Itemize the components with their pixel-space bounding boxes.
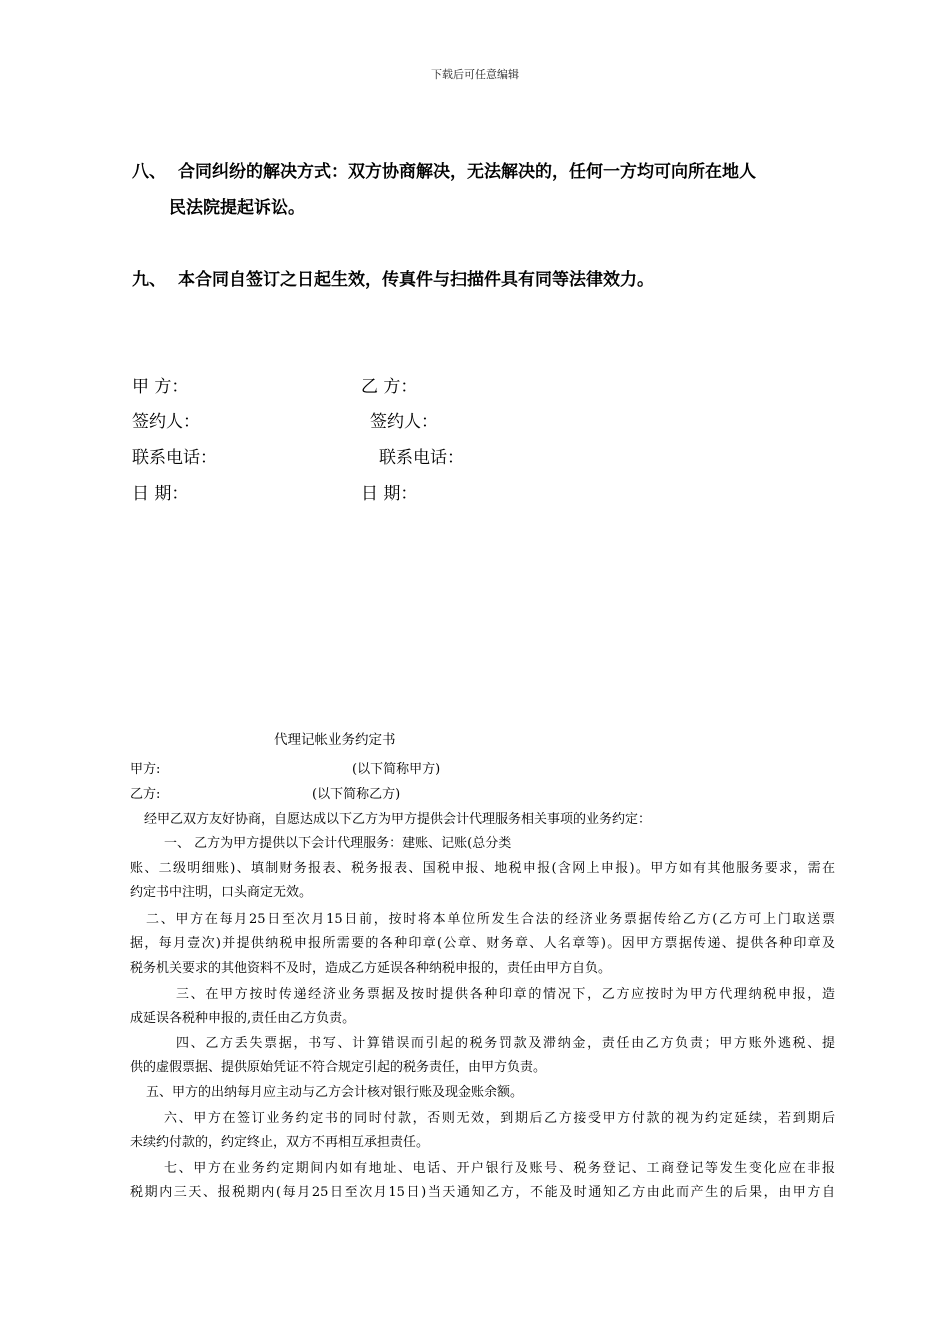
clause-text: 本合同自签订之日起生效，传真件与扫描件具有同等法律效力。 [178,270,654,290]
signature-row-phone [132,443,732,473]
party-a-label: 甲方: [130,762,161,777]
clause-1-line: 约定书中注明，口头商定无效。 [130,885,313,900]
clause-8 [132,154,837,226]
clause-5-line: 五、甲方的出纳每月应主动与乙方会计核对银行账及现金账余额。 [146,1085,524,1100]
clause-2-line: 二、甲方在每月25日至次月15日前，按时将本单位所发生合法的经济业务票据传给乙方(乙方可上门取送票 [146,912,835,927]
clause-3-line: 三、在甲方按时传递经济业务票据及按时提供各种印章的情况下，乙方应按时为甲方代理纳税申报，造 [176,987,835,1002]
clause-1-line: 一、 乙方为甲方提供以下会计代理服务：建账、记账(总分类 [164,836,512,851]
clause-6-line: 六、甲方在签订业务约定书的同时付款，否则无效，到期后乙方接受甲方付款的视为约定延续，若到期后 [164,1111,835,1126]
date-a-label: 日 期： [132,484,189,504]
party-a-label: 甲 方： [132,377,189,397]
clause-number: 九、 [132,270,166,290]
clause-7-line: 七、甲方在业务约定期间内如有地址、电话、开户银行及账号、税务登记、工商登记等发生变化应在非报 [164,1161,835,1176]
clause-4-line: 供的虚假票据、提供原始凭证不符合规定引起的税务责任，由甲方负责。 [130,1060,547,1075]
phone-b-label: 联系电话： [379,448,464,468]
clause-number: 八、 [132,162,166,182]
agreement-intro: 经甲乙双方友好协商，自愿达成以下乙方为甲方提供会计代理服务相关事项的业务约定： [144,812,652,827]
clause-text: 合同纠纷的解决方式：双方协商解决，无法解决的，任何一方均可向所在地人 [178,162,756,182]
date-b-label: 日 期： [361,484,418,504]
signature-row-party [132,372,732,402]
page-header: 下载后可任意编辑 [431,68,519,81]
clause-9 [132,262,837,298]
clause-text-continued: 民法院提起诉讼。 [169,198,305,218]
party-b-label: 乙 方： [361,377,418,397]
clause-3-line: 成延误各税种申报的,责任由乙方负责。 [130,1011,356,1026]
clause-1-line: 账、二级明细账)、填制财务报表、税务报表、国税申报、地税申报(含网上申报)。甲方如有其他服务要求，需在 [130,861,835,876]
party-a-note: (以下简称甲方) [352,762,441,777]
clause-6-line: 未续约付款的，约定终止，双方不再相互承担责任。 [130,1135,430,1150]
party-b-line [130,783,835,807]
phone-a-label: 联系电话： [132,448,217,468]
party-b-note: (以下简称乙方) [312,787,401,802]
signer-b-label: 签约人： [370,412,438,432]
signature-row-signer [132,407,732,437]
party-a-line [130,758,835,782]
party-b-label: 乙方: [130,787,161,802]
signature-row-date [132,479,732,509]
clause-7-line: 税期内三天、报税期内(每月25日至次月15日)当天通知乙方，不能及时通知乙方由此而产生的后果，由甲方自 [130,1185,835,1200]
clause-2-line: 税务机关要求的其他资料不及时，造成乙方延误各种纳税申报的，责任由甲方自负。 [130,961,612,976]
signer-a-label: 签约人： [132,412,200,432]
clause-2-line: 据，每月壹次)并提供纳税申报所需要的各种印章(公章、财务章、人名章等)。因甲方票据传递、提供各种印章及 [130,936,835,951]
clause-4-line: 四、乙方丢失票据，书写、计算错误而引起的税务罚款及滞纳金，责任由乙方负责；甲方账外逃税、提 [176,1036,835,1051]
agreement-title: 代理记帐业务约定书 [274,732,396,748]
